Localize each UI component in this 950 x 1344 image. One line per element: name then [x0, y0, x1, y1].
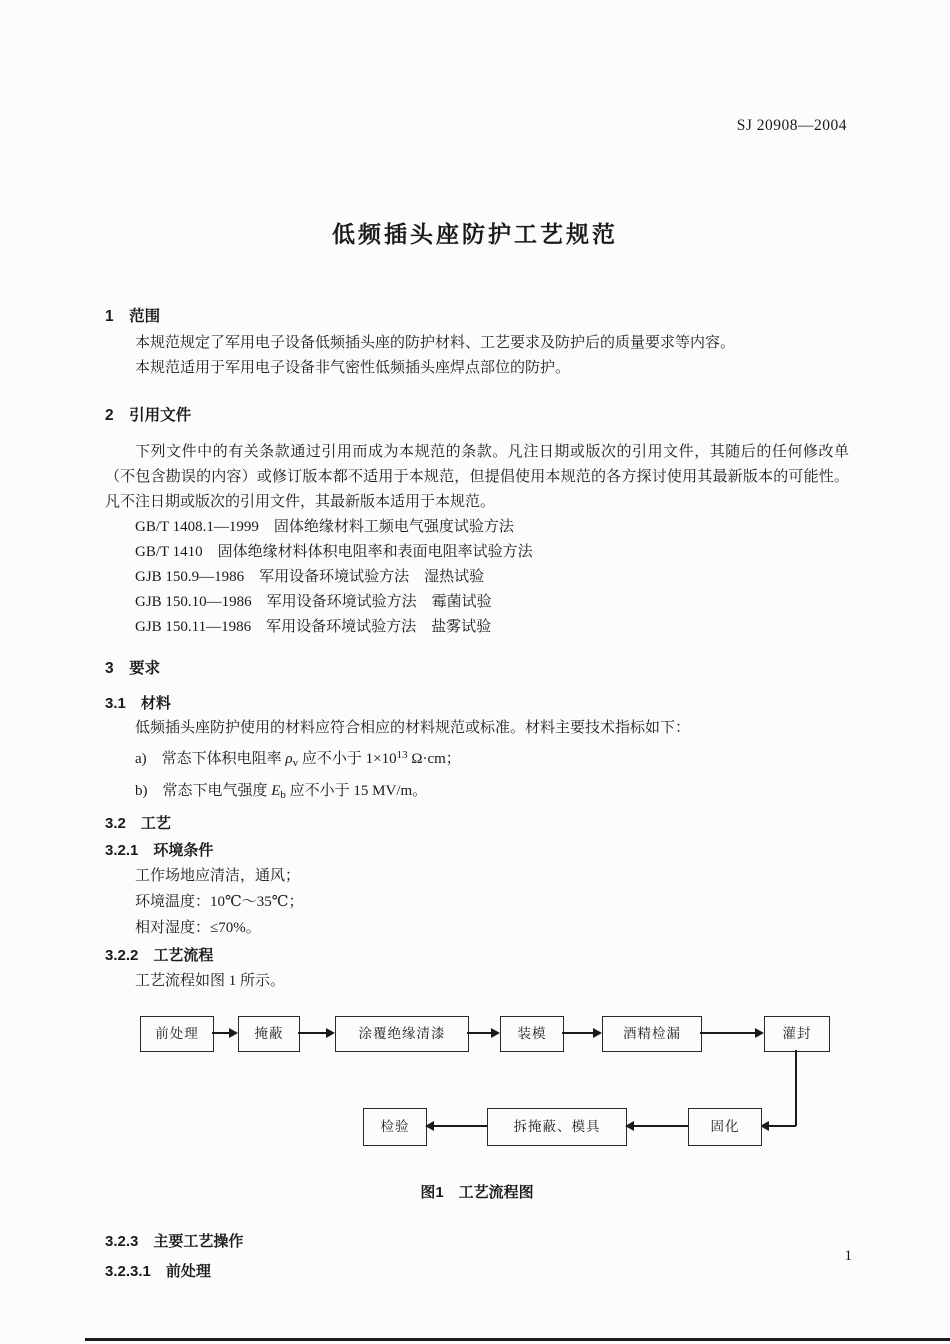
reference-item: GB/T 1410 固体绝缘材料体积电阻率和表面电阻率试验方法	[135, 544, 533, 560]
item-b-subscript: b	[280, 789, 286, 801]
materials-paragraph: 低频插头座防护使用的材料应符合相应的材料规范或标准。材料主要技术指标如下：	[135, 720, 691, 736]
flow-arrow-left	[634, 1125, 688, 1127]
section-1-scope-heading: 1 范围	[105, 308, 161, 325]
environment-condition-line: 环境温度：10℃～35℃；	[135, 894, 304, 910]
section-2-references-heading: 2 引用文件	[105, 407, 192, 424]
process-flowchart	[105, 1016, 849, 1146]
document-body	[105, 300, 849, 1284]
flow-step-potting: 灌封	[764, 1016, 830, 1052]
section-3-2-3-1-pretreatment-heading: 3.2.3.1 前处理	[105, 1263, 211, 1280]
figure-1-caption: 图1 工艺流程图	[420, 1184, 534, 1201]
scope-paragraph-2: 本规范适用于军用电子设备非气密性低频插头座焊点部位的防护。	[135, 360, 571, 376]
flow-step-curing: 固化	[688, 1108, 762, 1146]
page-title: 低频插头座防护工艺规范	[332, 221, 618, 247]
flow-arrow-right	[700, 1032, 755, 1034]
reference-list	[105, 515, 849, 640]
flow-arrow-right	[562, 1032, 593, 1034]
flow-step-alcohol-leak-test: 酒精检漏	[602, 1016, 702, 1052]
flow-step-masking: 掩蔽	[238, 1016, 300, 1052]
flow-step-inspection: 检验	[363, 1108, 427, 1146]
reference-item: GB/T 1408.1—1999 固体绝缘材料工频电气强度试验方法	[135, 519, 514, 535]
item-a-text: Ω·cm；	[407, 751, 461, 767]
reference-item: GJB 150.11—1986 军用设备环境试验方法 盐雾试验	[135, 619, 492, 635]
environment-condition-line: 相对湿度：≤70%。	[135, 920, 261, 936]
flow-step-demasking: 拆掩蔽、模具	[487, 1108, 627, 1146]
item-a-subscript: v	[292, 757, 299, 769]
item-a-symbol: ρ	[285, 751, 293, 767]
section-3-requirements-heading: 3 要求	[105, 660, 161, 677]
references-intro-paragraph: 下列文件中的有关条款通过引用而成为本规范的条款。凡注日期或版次的引用文件，其随后的任何修改单（不包含勘误的内容）或修订版本都不适用于本规范，但提倡使用本规范的各方探讨使用其最新版本的可能性。凡不注日期或版次的引用文件，其最新版本适用于本规范。	[105, 444, 849, 510]
flow-intro-line: 工艺流程如图 1 所示。	[135, 973, 286, 989]
section-3-2-2-flow-heading: 3.2.2 工艺流程	[105, 947, 214, 964]
item-a-text: 应不小于 1×10	[298, 751, 397, 767]
material-spec-item-b	[105, 777, 849, 809]
item-b-text: 应不小于 15 MV/m。	[285, 783, 428, 799]
item-a-text: a) 常态下体积电阻率	[135, 751, 286, 767]
section-3-2-1-environment-heading: 3.2.1 环境条件	[105, 842, 214, 859]
flow-arrow-left	[434, 1125, 487, 1127]
flow-step-varnish-coating: 涂覆绝缘清漆	[335, 1016, 469, 1052]
flow-arrow-right	[298, 1032, 326, 1034]
scan-artifact-line	[85, 1338, 950, 1341]
material-spec-item-a	[105, 741, 849, 777]
section-3-2-process-heading: 3.2 工艺	[105, 815, 171, 832]
environment-condition-line: 工作场地应清洁，通风；	[135, 868, 301, 884]
flow-step-mold-mounting: 装模	[500, 1016, 564, 1052]
reference-item: GJB 150.9—1986 军用设备环境试验方法 湿热试验	[135, 569, 485, 585]
scope-paragraph-1: 本规范规定了军用电子设备低频插头座的防护材料、工艺要求及防护后的质量要求等内容。	[135, 335, 736, 351]
flow-arrow-right	[212, 1032, 229, 1034]
section-3-2-3-operations-heading: 3.2.3 主要工艺操作	[105, 1233, 244, 1250]
section-3-1-materials-heading: 3.1 材料	[105, 695, 171, 712]
flow-arrow-left	[769, 1125, 796, 1127]
item-b-symbol: E	[271, 783, 281, 799]
flow-arrow-right	[467, 1032, 491, 1034]
item-a-superscript: 13	[396, 749, 408, 761]
flow-step-pretreatment: 前处理	[140, 1016, 214, 1052]
doc-number: SJ 20908—2004	[736, 117, 847, 134]
page-number: 1	[844, 1248, 852, 1264]
item-b-text: b) 常态下电气强度	[135, 783, 272, 799]
reference-item: GJB 150.10—1986 军用设备环境试验方法 霉菌试验	[135, 594, 492, 610]
flow-connector-down	[795, 1050, 797, 1126]
